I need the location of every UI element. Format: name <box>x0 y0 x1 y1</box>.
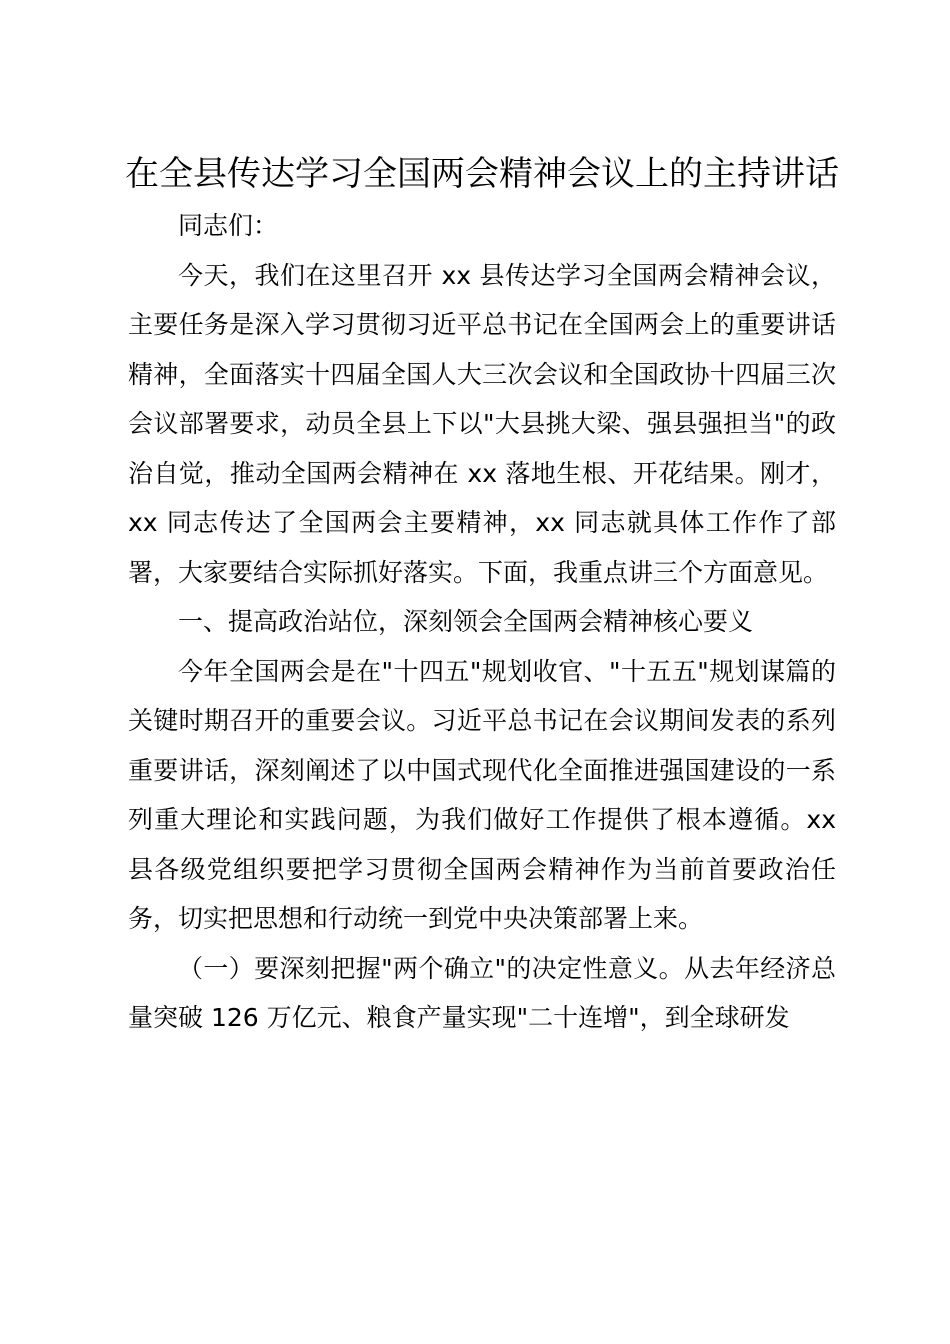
greeting: 同志们： <box>178 211 279 240</box>
document-title: 在全县传达学习全国两会精神会议上的主持讲话 <box>125 154 839 194</box>
paragraph-intro: 今天，我们在这里召开 xx 县传达学习全国两会精神会议，主要任务是深入学习贯彻习近平总书记在全国两会上的重要讲话精神，全面落实十四届全国人大三次会议和全国政协十四届三次会议部署要求，动员全县上下以"大县挑大梁、强县强担当"的政治自觉，推动全国两会精神在 xx 落地生根、开花结果。刚才，xx 同志传达了全国两会主要精神，xx 同志就具体工作作了部署，大家要结合实际抓好落实。下面，我重点讲三个方面意见。 <box>128 260 836 587</box>
paragraph-subsection-1: （一）要深刻把握"两个确立"的决定性意义。从去年经济总量突破 126 万亿元、粮食产量实现"二十连增"，到全球研发 <box>128 953 836 1032</box>
section-heading-1: 一、提高政治站位，深刻领会全国两会精神核心要义 <box>178 607 754 636</box>
paragraph-section-1: 今年全国两会是在"十四五"规划收官、"十五五"规划谋篇的关键时期召开的重要会议。习近平总书记在会议期间发表的系列重要讲话，深刻阐述了以中国式现代化全面推进强国建设的一系列重大理论和实践问题，为我们做好工作提供了根本遵循。xx 县各级党组织要把学习贯彻全国两会精神作为当前首要政治任务，切实把思想和行动统一到党中央决策部署上来。 <box>128 656 836 933</box>
document-page <box>125 150 839 1043</box>
